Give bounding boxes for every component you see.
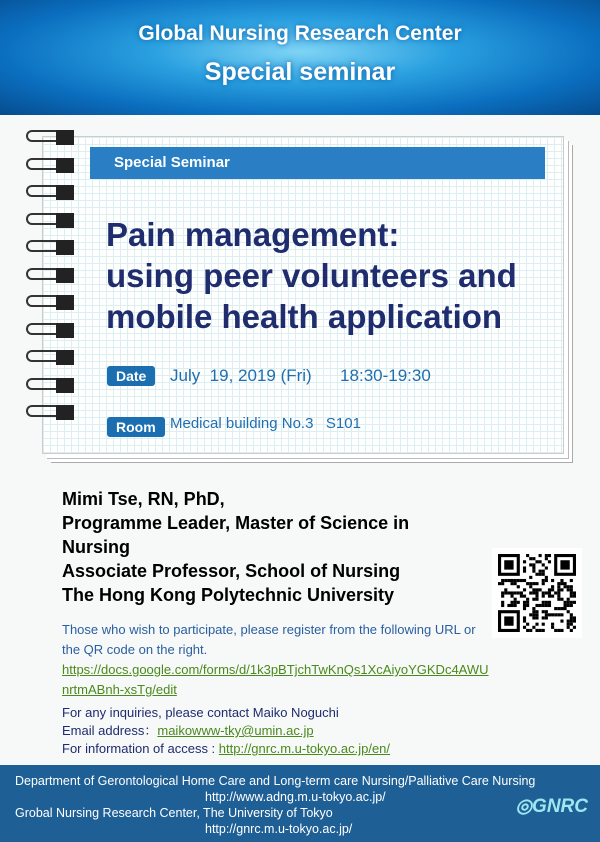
ring	[26, 405, 78, 419]
speaker-line: The Hong Kong Polytechnic University	[62, 585, 395, 605]
ring	[26, 213, 78, 227]
room-value: Medical building No.3 S101	[170, 415, 361, 432]
speaker-line: Associate Professor, School of Nursing	[62, 561, 401, 581]
header-banner	[0, 0, 600, 115]
contact-text: For any inquiries, please contact Maiko Noguchi	[62, 705, 339, 720]
registration-text: Those who wish to participate, please register from the following URL or the QR code on the right.	[62, 622, 476, 657]
date-value: July 19, 2019 (Fri) 18:30-19:30	[170, 366, 431, 385]
access-link[interactable]: http://gnrc.m.u-tokyo.ac.jp/en/	[218, 741, 391, 756]
speaker-line: Nursing	[62, 537, 131, 557]
dept-name: Department of Gerontological Home Care and Long-term care Nursing/Palliative Care Nursing	[15, 774, 536, 788]
ring	[26, 350, 78, 364]
dept-url[interactable]: http://www.adng.m.u-tokyo.ac.jp/	[205, 790, 386, 804]
room-label: Room	[107, 417, 165, 437]
ring	[26, 130, 78, 144]
footer	[0, 765, 600, 842]
registration-link[interactable]: https://docs.google.com/forms/d/1k3pBTjchTwKnQs1XcAiyoYGKDc4AWUnrtmABnh-xsTg/edit	[62, 662, 489, 697]
center-name: Grobal Nursing Research Center, The University of Tokyo	[15, 806, 333, 820]
title-line: Pain management:	[106, 216, 400, 253]
speaker-line: Programme Leader, Master of Science in	[62, 513, 410, 533]
date-label: Date	[107, 366, 155, 386]
seminar-title	[106, 214, 517, 337]
speaker-line: Mimi Tse, RN, PhD,	[62, 489, 225, 509]
access-label: For information of access :	[62, 741, 219, 756]
ring	[26, 240, 78, 254]
registration-section	[62, 620, 582, 700]
ring	[26, 295, 78, 309]
inquiry-section	[62, 704, 390, 758]
ring	[26, 268, 78, 282]
ring	[26, 323, 78, 337]
email-link[interactable]: maikowww-tky@umin.ac.jp	[157, 723, 314, 738]
title-line: using peer volunteers and	[106, 257, 517, 294]
title-line: mobile health application	[106, 298, 503, 335]
org-name: Global Nursing Research Center	[138, 22, 462, 45]
center-url[interactable]: http://gnrc.m.u-tokyo.ac.jp/	[205, 822, 353, 836]
logo-text: GNRC	[532, 796, 588, 817]
seminar-bar: Special Seminar	[90, 147, 545, 179]
event-type: Special seminar	[204, 58, 396, 86]
speaker-info	[62, 487, 409, 607]
ring	[26, 158, 78, 172]
ring	[26, 185, 78, 199]
email-label: Email address：	[62, 723, 158, 738]
gnrc-logo: ◎GNRC	[515, 796, 588, 817]
ring	[26, 378, 78, 392]
